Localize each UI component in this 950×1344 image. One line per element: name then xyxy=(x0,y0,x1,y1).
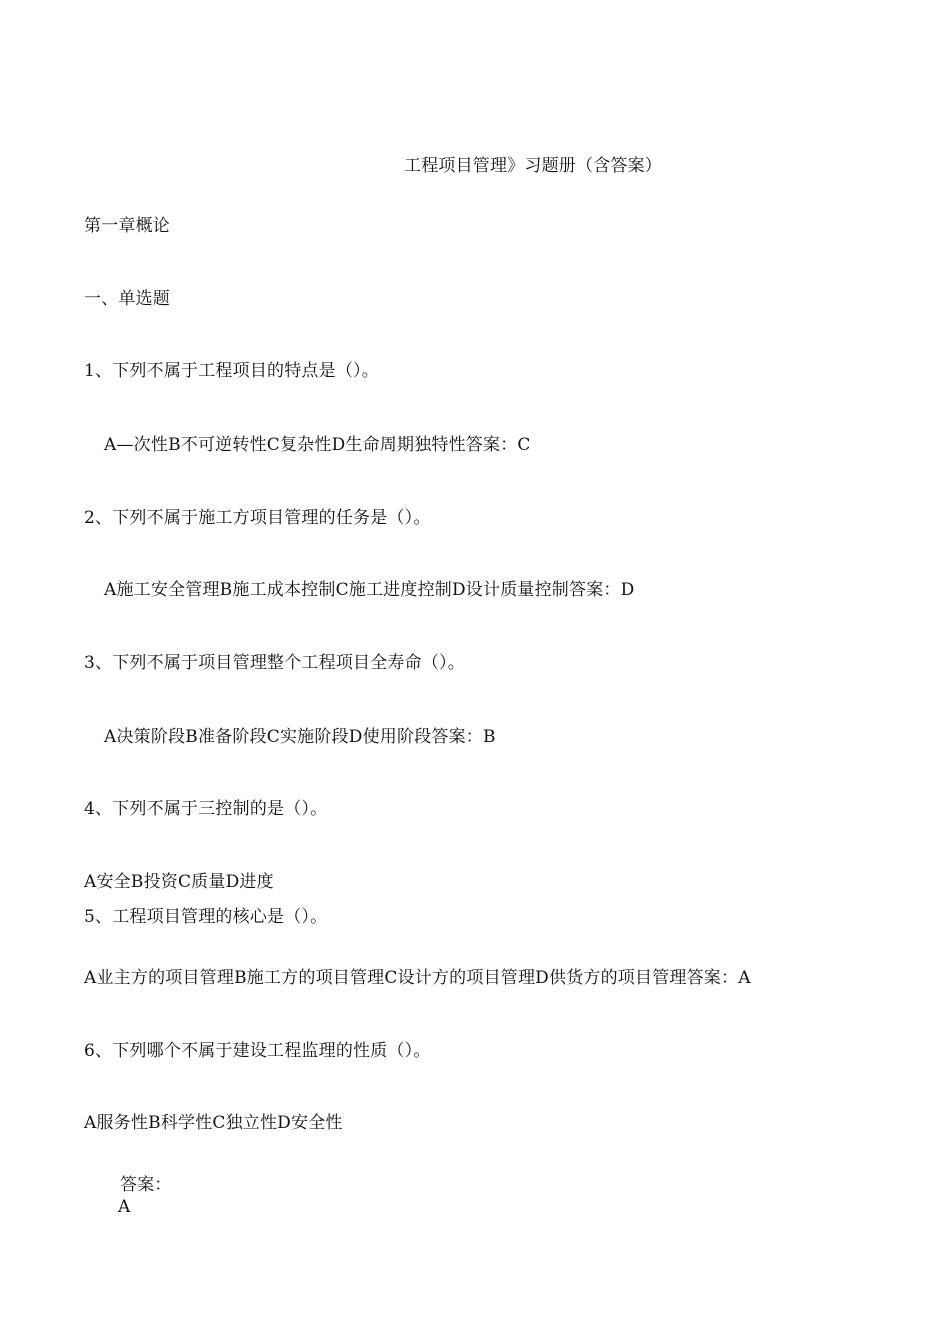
answer-value: A xyxy=(118,1197,131,1217)
question-1-stem: 1、下列不属于工程项目的特点是（）。 xyxy=(84,361,379,381)
question-1-options: A—次性B不可逆转性C复杂性D生命周期独特性答案：C xyxy=(104,435,531,455)
question-5-stem: 5、工程项目管理的核心是（）。 xyxy=(84,907,328,927)
question-3-stem: 3、下列不属于项目管理整个工程项目全寿命（）。 xyxy=(84,653,465,673)
question-5-options: A业主方的项目管理B施工方的项目管理C设计方的项目管理D供货方的项目管理答案：A xyxy=(84,968,751,988)
question-4-stem: 4、下列不属于三控制的是（）。 xyxy=(84,799,328,819)
question-6-options: A服务性B科学性C独立性D安全性 xyxy=(84,1113,343,1133)
question-2-stem: 2、下列不属于施工方项目管理的任务是（）。 xyxy=(84,508,431,528)
question-4-options: A安全B投资C质量D进度 xyxy=(84,872,274,892)
section-heading: 一、单选题 xyxy=(84,289,170,309)
question-6-stem: 6、下列哪个不属于建设工程监理的性质（）。 xyxy=(84,1041,431,1061)
answer-label: 答案： xyxy=(120,1175,172,1195)
question-3-options: A决策阶段B准备阶段C实施阶段D使用阶段答案：B xyxy=(104,727,496,747)
chapter-heading: 第一章概论 xyxy=(84,216,170,236)
document-title: 工程项目管理》习题册（含答案） xyxy=(404,156,662,176)
question-2-options: A施工安全管理B施工成本控制C施工进度控制D设计质量控制答案：D xyxy=(104,580,635,600)
